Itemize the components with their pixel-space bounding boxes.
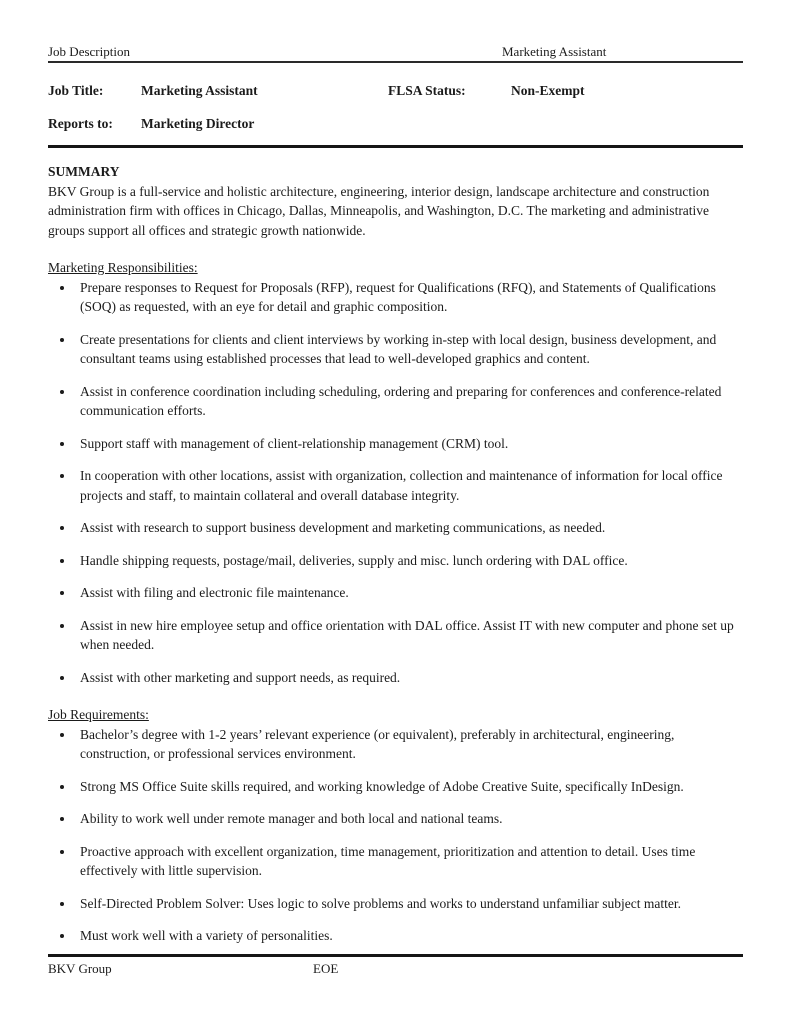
running-header bbox=[48, 45, 743, 63]
requirements-list bbox=[48, 725, 743, 946]
requirement-item: • Strong MS Office Suite skills required, and working knowledge of Adobe Creative Suite, specifically InDesign. bbox=[75, 777, 743, 797]
page-content bbox=[48, 45, 743, 946]
responsibility-item: • Create presentations for clients and client interviews by working in-step with local design, business development, and consultant teams using established processes that lead to well-developed graphics and content. bbox=[75, 330, 743, 369]
job-info-block bbox=[48, 82, 743, 132]
summary-body: BKV Group is a full-service and holistic architecture, engineering, interior design, landscape architecture and construction administration firm with offices in Chicago, Dallas, Minneapolis, and Washington, D.C. The marketing and administrative groups support all offices and strategic growth nationwide. bbox=[48, 183, 710, 238]
requirement-item: • Self-Directed Problem Solver: Uses logic to solve problems and works to understand unfamiliar subject matter. bbox=[75, 894, 743, 914]
requirement-item: • Proactive approach with excellent organization, time management, prioritization and attention to detail. Uses time effectively with little supervision. bbox=[75, 842, 743, 881]
reports-to-row bbox=[48, 115, 743, 132]
requirement-item: • Ability to work well under remote manager and both local and national teams. bbox=[75, 809, 743, 829]
reports-to-label: Reports to: bbox=[48, 116, 113, 131]
responsibility-item: • Assist in new hire employee setup and office orientation with DAL office. Assist IT with new computer and phone set up when needed. bbox=[75, 616, 743, 655]
top-divider-rule bbox=[48, 145, 743, 148]
requirement-item: • Bachelor’s degree with 1-2 years’ relevant experience (or equivalent), preferably in architectural, engineering, construction, or professional services environment. bbox=[75, 725, 743, 764]
header-doc-title: Marketing Assistant bbox=[502, 44, 607, 59]
running-footer bbox=[48, 954, 743, 976]
responsibilities-heading: Marketing Responsibilities: bbox=[48, 260, 198, 275]
flsa-status-value: Non-Exempt bbox=[511, 83, 585, 98]
responsibility-item: • Assist with other marketing and support needs, as required. bbox=[75, 668, 743, 688]
responsibilities-list bbox=[48, 278, 743, 688]
responsibility-item: • Prepare responses to Request for Proposals (RFP), request for Qualifications (RFQ), and Statements of Qualifications (SOQ) as requested, with an eye for detail and graphic composition. bbox=[75, 278, 743, 317]
responsibilities-section bbox=[48, 258, 743, 687]
job-title-row bbox=[48, 82, 743, 99]
responsibility-item: • Support staff with management of client-relationship management (CRM) tool. bbox=[75, 434, 743, 454]
responsibility-item: • Assist with filing and electronic file maintenance. bbox=[75, 583, 743, 603]
job-title-value: Marketing Assistant bbox=[141, 83, 258, 98]
footer-eoe-label: EOE bbox=[313, 961, 339, 976]
job-title-label: Job Title: bbox=[48, 83, 104, 98]
reports-to-value: Marketing Director bbox=[141, 116, 255, 131]
responsibility-item: • In cooperation with other locations, assist with organization, collection and maintenance of information for local office projects and staff, to maintain collateral and overall database integrity. bbox=[75, 466, 743, 505]
summary-section bbox=[48, 162, 743, 240]
header-doc-type: Job Description bbox=[48, 44, 130, 59]
responsibility-item: • Handle shipping requests, postage/mail, deliveries, supply and misc. lunch ordering with DAL office. bbox=[75, 551, 743, 571]
requirements-heading: Job Requirements: bbox=[48, 707, 149, 722]
flsa-status-label: FLSA Status: bbox=[388, 83, 466, 98]
requirements-section bbox=[48, 705, 743, 946]
footer-company-name: BKV Group bbox=[48, 961, 112, 976]
responsibility-item: • Assist with research to support business development and marketing communications, as needed. bbox=[75, 518, 743, 538]
summary-heading: SUMMARY bbox=[48, 164, 120, 179]
requirement-item: • Must work well with a variety of personalities. bbox=[75, 926, 743, 946]
responsibility-item: • Assist in conference coordination including scheduling, ordering and preparing for conferences and conference-related communication efforts. bbox=[75, 382, 743, 421]
